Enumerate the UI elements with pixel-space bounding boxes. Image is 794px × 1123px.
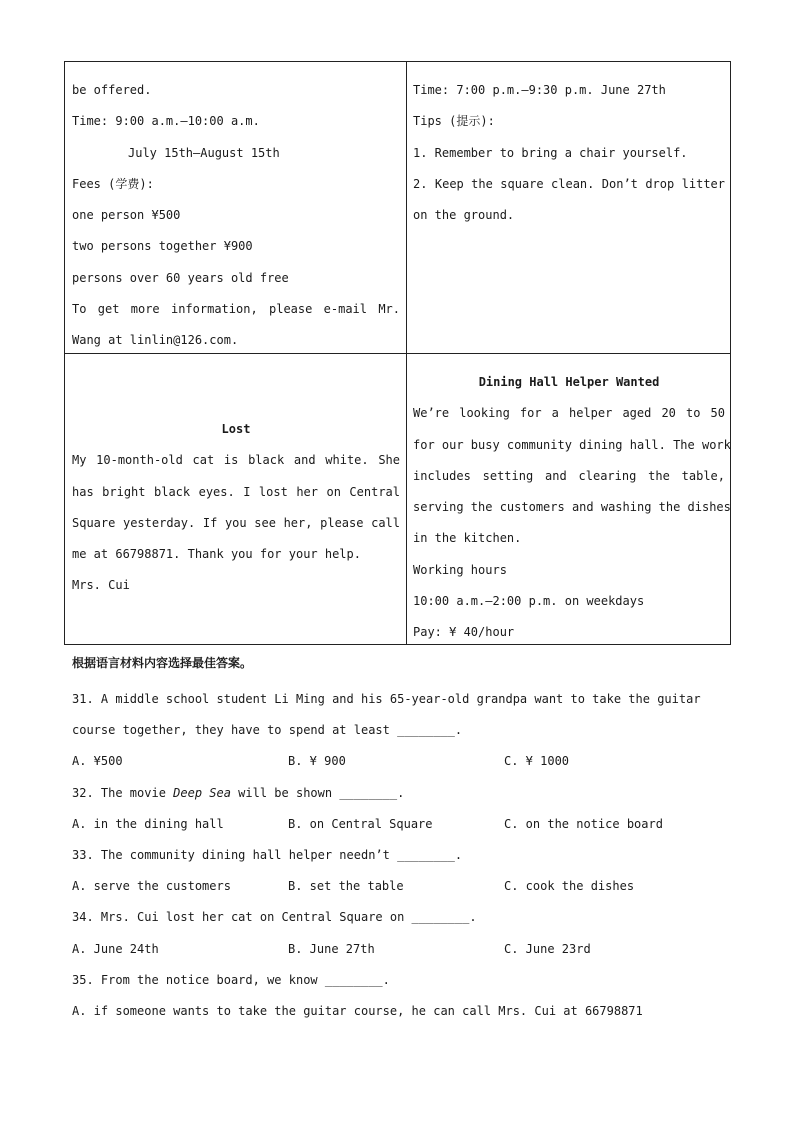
course-dates: July 15th—August 15th <box>128 145 280 160</box>
movie-title: Deep Sea <box>173 785 231 800</box>
notice-text: me at 66798871. Thank you for your help. <box>72 547 361 562</box>
option-b: B. ¥ 900 <box>288 754 346 769</box>
fee-two-persons: two persons together ¥900 <box>72 239 253 254</box>
question-stem-text: will be shown ________. <box>230 785 405 800</box>
notice-text: has bright black eyes. I lost her on Central <box>72 484 400 499</box>
option-a: A. if someone wants to take the guitar course, he can call Mrs. Cui at 66798871 <box>72 1003 643 1018</box>
notice-text: serving the customers and washing the dishes <box>413 500 731 515</box>
fees-label: Fees (学费): <box>72 176 154 191</box>
notice-guitar-course <box>72 75 400 357</box>
options-row <box>72 809 732 840</box>
notice-movie <box>413 75 725 231</box>
working-hours: 10:00 a.m.—2:00 p.m. on weekdays <box>413 594 645 609</box>
option-b: B. set the table <box>288 879 404 894</box>
question-stem: 33. The community dining hall helper needn’t ________. <box>72 847 463 862</box>
option-c: C. June 23rd <box>504 941 591 956</box>
notice-text: in the kitchen. <box>413 531 522 546</box>
notice-text: Square yesterday. If you see her, please call <box>72 515 400 530</box>
question-section <box>72 652 732 1027</box>
question-stem-continued: course together, they have to spend at least ________. <box>72 723 463 738</box>
section-heading: 根据语言材料内容选择最佳答案。 <box>72 656 253 670</box>
info-email: Wang at linlin@126.com. <box>72 333 239 348</box>
fee-over-60: persons over 60 years old free <box>72 270 289 285</box>
notice-title: Dining Hall Helper Wanted <box>478 375 660 389</box>
info-line: To get more information, please e-mail Mr. <box>72 302 400 317</box>
question-stem: 31. A middle school student Li Ming and his 65-year-old grandpa want to take the guitar <box>72 692 701 706</box>
pay-rate: Pay: ¥ 40/hour <box>413 625 515 640</box>
option-c: C. ¥ 1000 <box>504 754 570 769</box>
hours-label: Working hours <box>413 562 507 577</box>
notice-title: Lost <box>221 422 251 436</box>
course-time: Time: 9:00 a.m.—10:00 a.m. <box>72 114 260 129</box>
notice-board-table <box>64 61 731 645</box>
notice-text: for our busy community dining hall. The work <box>413 437 731 452</box>
notice-text: be offered. <box>72 83 152 97</box>
tip-item-continued: on the ground. <box>413 208 515 223</box>
tip-item: 2. Keep the square clean. Don’t drop litter <box>413 176 725 191</box>
tips-label: Tips (提示): <box>413 114 495 129</box>
option-b: B. June 27th <box>288 941 375 956</box>
fee-one-person: one person ¥500 <box>72 208 181 223</box>
question-stem-text: 32. The movie <box>72 785 174 800</box>
question-stem: 34. Mrs. Cui lost her cat on Central Square on ________. <box>72 910 477 925</box>
notice-helper-wanted <box>413 367 731 649</box>
option-a: A. in the dining hall <box>72 816 224 831</box>
question-stem <box>72 778 732 809</box>
option-b: B. on Central Square <box>288 816 433 831</box>
option-a: A. serve the customers <box>72 879 231 894</box>
notice-text: includes setting and clearing the table, <box>413 468 725 483</box>
notice-signature: Mrs. Cui <box>72 578 130 593</box>
movie-time: Time: 7:00 p.m.—9:30 p.m. June 27th <box>413 83 666 97</box>
tip-item: 1. Remember to bring a chair yourself. <box>413 145 688 160</box>
question-stem: 35. From the notice board, we know ________. <box>72 972 390 987</box>
option-a: A. June 24th <box>72 941 159 956</box>
option-c: C. cook the dishes <box>504 879 635 894</box>
notice-text: My 10-month-old cat is black and white. She <box>72 453 400 468</box>
options-row <box>72 934 732 965</box>
notice-lost-cat <box>72 414 400 602</box>
option-a: A. ¥500 <box>72 754 123 769</box>
notice-text: We’re looking for a helper aged 20 to 50 <box>413 406 725 421</box>
options-row <box>72 871 732 902</box>
options-row <box>72 746 732 777</box>
option-c: C. on the notice board <box>504 816 663 831</box>
